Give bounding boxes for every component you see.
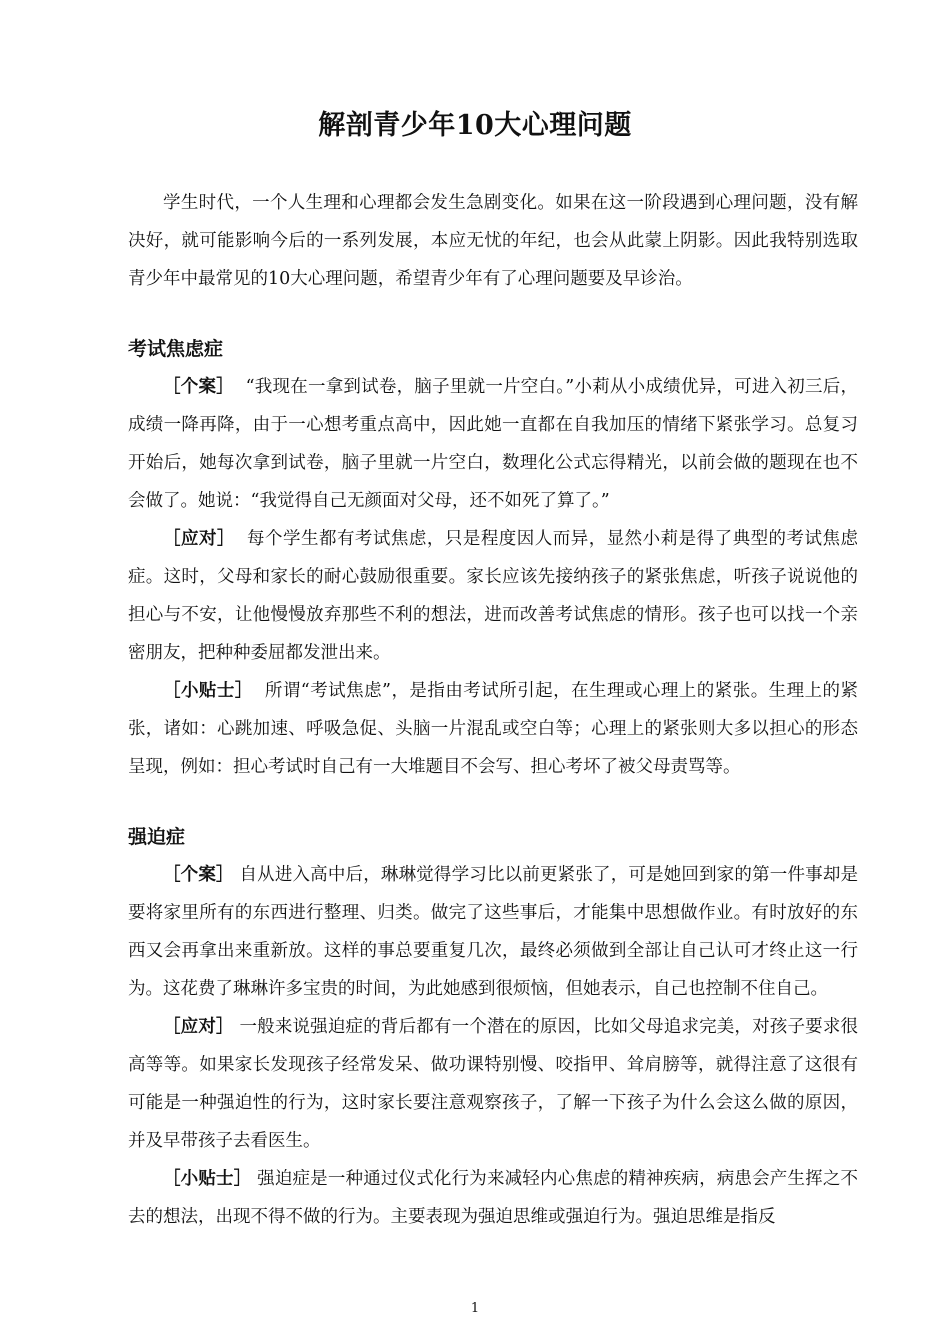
tip-tag: ［小贴士］ <box>163 681 253 701</box>
response-tag: ［应对］ <box>163 529 235 549</box>
paragraph-text: 自从进入高中后，琳琳觉得学习比以前更紧张了，可是她回到家的第一件事却是要将家里所有的东西进行整理、归类。做完了这些事后，才能集中思想做作业。有时放好的东西又会再拿出来重新放。这样的事总要重复几次，最终必须做到全部让自己认可才终止这一行为。这花费了琳琳许多宝贵的时间，为此她感到很烦恼，但她表示，自己也控制不住自己。 <box>128 865 859 999</box>
tip-paragraph <box>128 1160 858 1236</box>
section-spacer <box>128 298 858 330</box>
case-paragraph <box>128 368 858 520</box>
section-exam-anxiety <box>128 330 858 786</box>
response-tag: ［应对］ <box>163 1017 234 1037</box>
response-paragraph <box>128 1008 858 1160</box>
paragraph-text: 一般来说强迫症的背后都有一个潜在的原因，比如父母追求完美，对孩子要求很高等等。如果家长发现孩子经常发呆、做功课特别慢、咬指甲、耸肩膀等，就得注意了这很有可能是一种强迫性的行为，这时家长要注意观察孩子，了解一下孩子为什么会这么做的原因，并及早带孩子去看医生。 <box>128 1017 859 1151</box>
paragraph-text: “我现在一拿到试卷，脑子里就一片空白。”小莉从小成绩优异，可进入初三后，成绩一降再降，由于一心想考重点高中，因此她一直都在自我加压的情绪下紧张学习。总复习开始后，她每次拿到试卷，脑子里就一片空白，数理化公式忘得精光，以前会做的题现在也不会做了。她说：“我觉得自己无颜面对父母，还不如死了算了。” <box>128 377 858 511</box>
paragraph-text: 强迫症是一种通过仪式化行为来减轻内心焦虑的精神疾病，病患会产生挥之不去的想法，出现不得不做的行为。主要表现为强迫思维或强迫行为。强迫思维是指反 <box>128 1169 858 1227</box>
document-title: 解剖青少年10大心理问题 <box>318 110 632 141</box>
section-heading: 考试焦虑症 <box>128 338 224 360</box>
intro-paragraph: 学生时代，一个人生理和心理都会发生急剧变化。如果在这一阶段遇到心理问题，没有解决好，就可能影响今后的一系列发展，本应无忧的年纪，也会从此蒙上阴影。因此我特别选取青少年中最常见的10大心理问题，希望青少年有了心理问题要及早诊治。 <box>128 193 858 289</box>
paragraph-text: 所谓“考试焦虑”，是指由考试所引起，在生理或心理上的紧张。生理上的紧张，诸如：心跳加速、呼吸急促、头脑一片混乱或空白等；心理上的紧张则大多以担心的形态呈现，例如：担心考试时自己有一大堆题目不会写、担心考坏了被父母责骂等。 <box>128 681 859 777</box>
tip-tag: ［小贴士］ <box>163 1169 252 1189</box>
section-heading: 强迫症 <box>128 826 186 848</box>
section-spacer <box>128 786 858 818</box>
document-body <box>128 184 858 1236</box>
response-paragraph <box>128 520 858 672</box>
case-paragraph <box>128 856 858 1008</box>
paragraph-text: 每个学生都有考试焦虑，只是程度因人而异，显然小莉是得了典型的考试焦虑症。这时，父母和家长的耐心鼓励很重要。家长应该先接纳孩子的紧张焦虑，听孩子说说他的担心与不安，让他慢慢放弃那些不利的想法，进而改善考试焦虑的情形。孩子也可以找一个亲密朋友，把种种委屈都发泄出来。 <box>128 529 858 663</box>
tip-paragraph <box>128 672 858 786</box>
section-ocd <box>128 818 858 1236</box>
page-number: 1 <box>470 1301 480 1316</box>
case-tag: ［个案］ <box>163 865 234 885</box>
case-tag: ［个案］ <box>163 377 234 397</box>
